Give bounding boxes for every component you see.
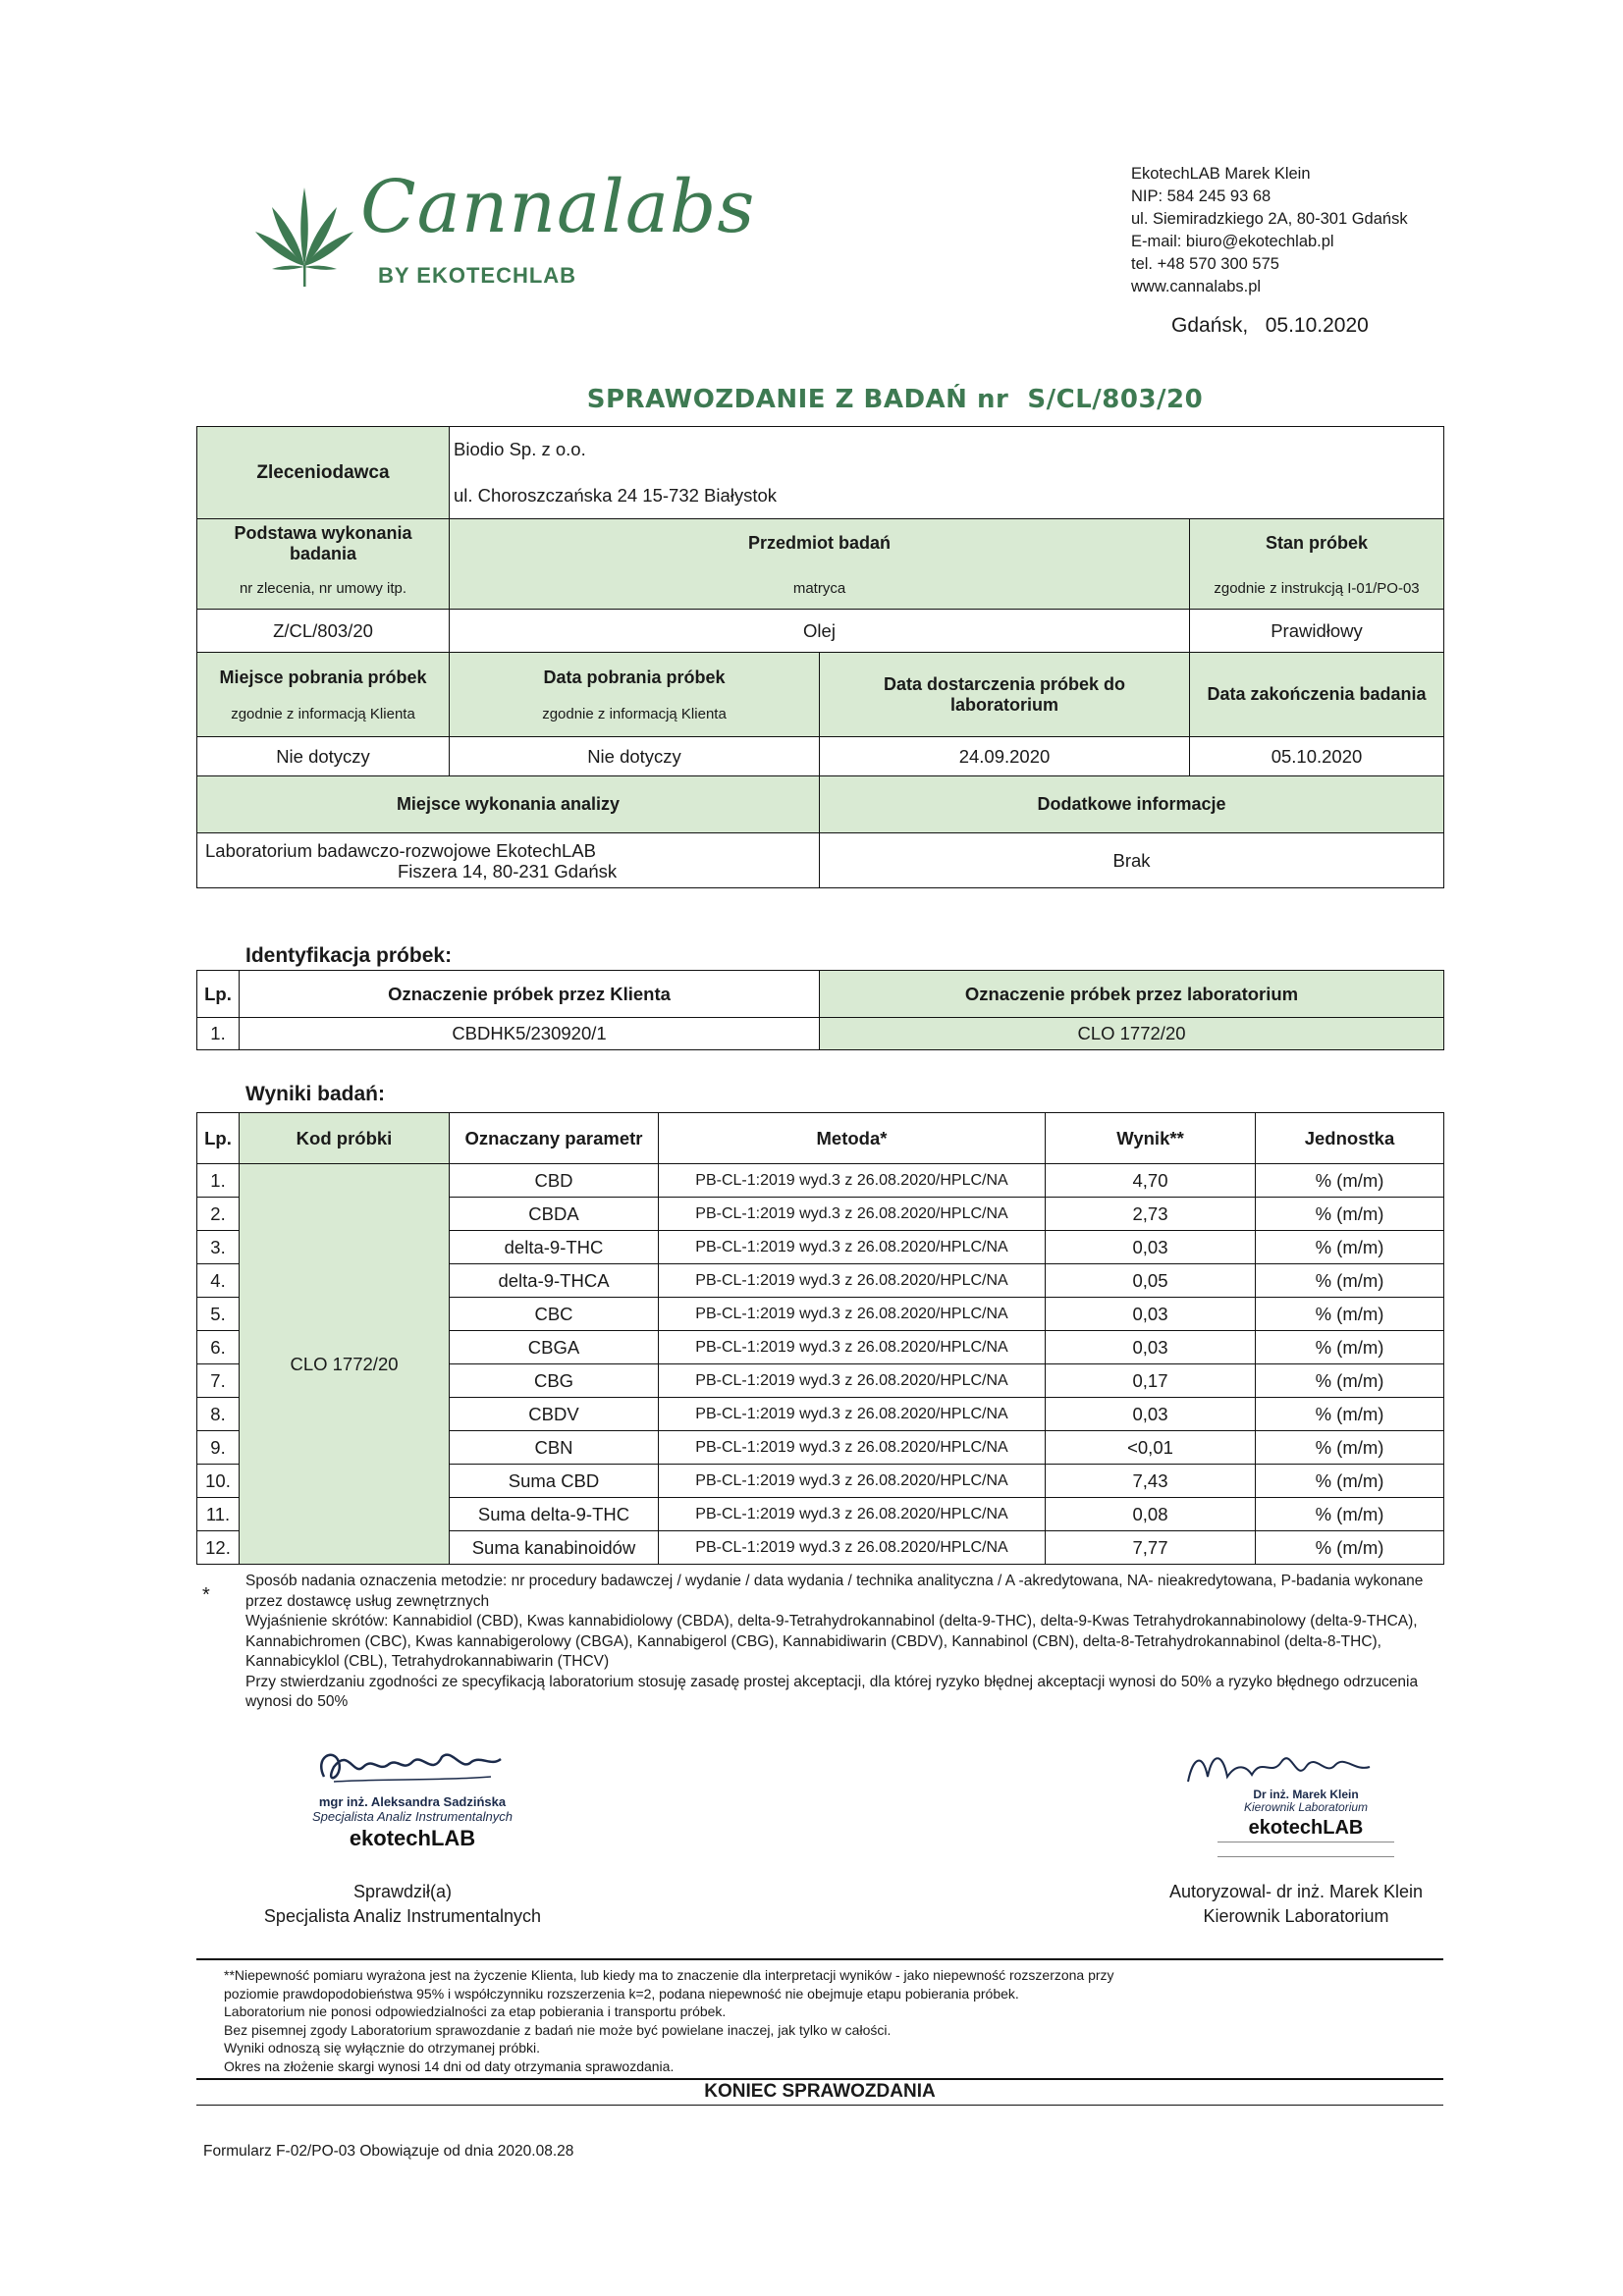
row-param: CBDV — [450, 1398, 659, 1431]
basis-value: Z/CL/803/20 — [197, 610, 450, 653]
row-lp: 5. — [197, 1298, 240, 1331]
ident-lp: 1. — [197, 1018, 240, 1050]
client-address: ul. Choroszczańska 24 15-732 Białystok — [450, 473, 1444, 519]
row-method: PB-CL-1:2019 wyd.3 z 26.08.2020/HPLC/NA — [659, 1431, 1046, 1465]
results-col-param: Oznaczany parametr — [450, 1113, 659, 1164]
row-param: CBDA — [450, 1198, 659, 1231]
row-param: Suma delta-9-THC — [450, 1498, 659, 1531]
additional-info-value: Brak — [820, 833, 1444, 888]
row-unit: % (m/m) — [1256, 1298, 1444, 1331]
client-name: Biodio Sp. z o.o. — [450, 427, 1444, 473]
sampling-place-sub: zgodnie z informacją Klienta — [231, 705, 415, 722]
place-date: Gdańsk, 05.10.2020 — [1171, 314, 1369, 337]
analysis-place-label: Miejsce wykonania analizy — [197, 776, 820, 833]
row-param: CBGA — [450, 1331, 659, 1364]
row-param: Suma CBD — [450, 1465, 659, 1498]
subject-label: Przedmiot badań — [450, 519, 1190, 568]
stamp-brand-right: ekotechLAB — [1248, 1817, 1364, 1839]
results-col-unit: Jednostka — [1256, 1113, 1444, 1164]
row-method: PB-CL-1:2019 wyd.3 z 26.08.2020/HPLC/NA — [659, 1264, 1046, 1298]
state-sub: zgodnie z instrukcją I-01/PO-03 — [1190, 568, 1444, 610]
report-title-text: SPRAWOZDANIE Z BADAŃ nr S/CL/803/20 — [586, 385, 1204, 414]
lab-name: EkotechLAB Marek Klein — [1131, 165, 1311, 183]
additional-info-label: Dodatkowe informacje — [820, 776, 1444, 833]
row-method: PB-CL-1:2019 wyd.3 z 26.08.2020/HPLC/NA — [659, 1498, 1046, 1531]
row-result: 0,08 — [1046, 1498, 1256, 1531]
row-result: 7,77 — [1046, 1531, 1256, 1565]
cannalabs-logo — [250, 165, 756, 302]
divider — [196, 2105, 1443, 2106]
ident-col-lab: Oznaczenie próbek przez laboratorium — [820, 971, 1444, 1018]
authorized-by-role: Kierownik Laboratorium — [1203, 1906, 1389, 1926]
row-unit: % (m/m) — [1256, 1465, 1444, 1498]
lab-nip: NIP: 584 245 93 68 — [1131, 187, 1271, 205]
row-method: PB-CL-1:2019 wyd.3 z 26.08.2020/HPLC/NA — [659, 1198, 1046, 1231]
disclaimer-line: Wyniki odnoszą się wyłącznie do otrzymanej próbki. — [224, 2040, 541, 2056]
disclaimer-line: Bez pisemnej zgody Laboratorium sprawozdanie z badań nie może być powielane inaczej, jak tylko w całości. — [224, 2021, 892, 2038]
stamp-details-lines — [1217, 1842, 1394, 1857]
row-result: 7,43 — [1046, 1465, 1256, 1498]
decision-rule-note: Przy stwierdzaniu zgodności ze specyfikacją laboratorium stosuję zasadę prostej akceptacji, dla której ryzyko błędnej akceptacji wynosi do 50% a ryzyko błędnego odrzucenia wynosi do 50% — [245, 1673, 1419, 1710]
row-method: PB-CL-1:2019 wyd.3 z 26.08.2020/HPLC/NA — [659, 1298, 1046, 1331]
logo-wordmark: Cannalabs — [360, 165, 756, 249]
ident-lab-code: CLO 1772/20 — [820, 1018, 1444, 1050]
row-lp: 6. — [197, 1331, 240, 1364]
row-unit: % (m/m) — [1256, 1398, 1444, 1431]
method-note: Sposób nadania oznaczenia metodzie: nr procedury badawczej / wydanie / data wydania / technika analityczna / A -akredytowana, NA- nieakredytowana, P-badania wykonane przez dostawcę usług zewnętrznych — [245, 1573, 1424, 1610]
row-result: 4,70 — [1046, 1164, 1256, 1198]
row-lp: 1. — [197, 1164, 240, 1198]
notes-marker: * — [202, 1584, 210, 1606]
row-lp: 8. — [197, 1398, 240, 1431]
end-date-value: 05.10.2020 — [1190, 737, 1444, 776]
row-param: delta-9-THC — [450, 1231, 659, 1264]
row-lp: 12. — [197, 1531, 240, 1565]
row-lp: 7. — [197, 1364, 240, 1398]
handwritten-signature-icon — [265, 1737, 560, 1796]
logo-subtitle: BY EKOTECHLAB — [378, 263, 577, 288]
row-lp: 9. — [197, 1431, 240, 1465]
subject-sub: matryca — [450, 568, 1190, 610]
row-param: delta-9-THCA — [450, 1264, 659, 1298]
subject-value: Olej — [450, 610, 1190, 653]
stamp-role-left: Specjalista Analiz Instrumentalnych — [311, 1809, 513, 1824]
end-of-report: KONIEC SPRAWOZDANIA — [704, 2081, 936, 2102]
lab-phone: tel. +48 570 300 575 — [1131, 255, 1279, 273]
abbreviations-note: Wyjaśnienie skrótów: Kannabidiol (CBD), Kwas kannabidiolowy (CBDA), delta-9-Tetrahydrokannabinol (delta-9-THC), delta-9-Kwas Tetrahydrokannabinolowy (delta-9-THCA), Kannabichromen (CBC), Kwas kannabigerolowy (CBGA), Kannabigerol (CBG), Kannabidiwarin (CBDV), Kannabinol (CBN), delta-8-Tetrahydrokannabinol (delta-8-THC), Kannabicyklol (CBL), Tetrahydrokannabiwarin (THCV) — [245, 1613, 1418, 1670]
lab-website: www.cannalabs.pl — [1131, 278, 1262, 295]
state-label: Stan próbek — [1190, 519, 1444, 568]
method-notes — [202, 1572, 1443, 1713]
end-date-label: Data zakończenia badania — [1190, 653, 1444, 737]
cannabis-leaf-icon — [250, 183, 358, 291]
results-table — [196, 1112, 1444, 1565]
disclaimer-line: Okres na złożenie skargi wynosi 14 dni od daty otrzymania sprawozdania. — [224, 2057, 675, 2074]
row-param: CBN — [450, 1431, 659, 1465]
divider — [196, 1958, 1443, 1960]
disclaimer-line: Laboratorium nie ponosi odpowiedzialności za etap pobierania i transportu próbek. — [224, 2003, 727, 2019]
row-method: PB-CL-1:2019 wyd.3 z 26.08.2020/HPLC/NA — [659, 1164, 1046, 1198]
sampling-place-header — [197, 653, 450, 737]
disclaimer — [224, 1966, 1114, 2075]
row-result: 0,03 — [1046, 1231, 1256, 1264]
row-param: Suma kanabinoidów — [450, 1531, 659, 1565]
row-result: 0,03 — [1046, 1298, 1256, 1331]
row-unit: % (m/m) — [1256, 1531, 1444, 1565]
signature-caption-left — [226, 1880, 579, 1929]
basis-sub: nr zlecenia, nr umowy itp. — [197, 568, 450, 610]
client-label: Zleceniodawca — [197, 427, 450, 519]
identification-table — [196, 970, 1444, 1050]
sampling-date-sub: zgodnie z informacją Klienta — [542, 705, 727, 722]
row-param: CBD — [450, 1164, 659, 1198]
signature-caption-right — [1109, 1880, 1483, 1929]
row-lp: 4. — [197, 1264, 240, 1298]
results-col-result: Wynik** — [1046, 1113, 1256, 1164]
row-method: PB-CL-1:2019 wyd.3 z 26.08.2020/HPLC/NA — [659, 1465, 1046, 1498]
row-unit: % (m/m) — [1256, 1198, 1444, 1231]
report-title — [0, 385, 1623, 414]
analysis-place-line1: Laboratorium badawczo-rozwojowe EkotechLAB — [205, 839, 596, 861]
sampling-place-label: Miejsce pobrania próbek — [219, 667, 427, 687]
results-title: Wyniki badań: — [245, 1083, 385, 1105]
ident-col-lp: Lp. — [197, 971, 240, 1018]
divider — [196, 2078, 1443, 2080]
ident-col-client: Oznaczenie próbek przez Klienta — [240, 971, 820, 1018]
analysis-place-line2: Fiszera 14, 80-231 Gdańsk — [398, 860, 618, 881]
sampling-place-value: Nie dotyczy — [197, 737, 450, 776]
results-col-lp: Lp. — [197, 1113, 240, 1164]
row-lp: 3. — [197, 1231, 240, 1264]
lab-email: E-mail: biuro@ekotechlab.pl — [1131, 233, 1334, 250]
stamp-name-left: mgr inż. Aleksandra Sadzińska — [318, 1794, 507, 1809]
row-param: CBC — [450, 1298, 659, 1331]
stamp-role-right: Kierownik Laboratorium — [1243, 1800, 1369, 1814]
stamp-brand-left: ekotechLAB — [349, 1826, 476, 1850]
row-lp: 2. — [197, 1198, 240, 1231]
signature-stamp-right — [1149, 1737, 1443, 1870]
row-method: PB-CL-1:2019 wyd.3 z 26.08.2020/HPLC/NA — [659, 1398, 1046, 1431]
ident-client-code: CBDHK5/230920/1 — [240, 1018, 820, 1050]
disclaimer-line: **Niepewność pomiaru wyrażona jest na życzenie Klienta, lub kiedy ma to znaczenie dla interpretacji wyników - jako niepewność rozszerzona przy — [224, 1967, 1114, 1983]
delivery-date-label: Data dostarczenia próbek do laboratorium — [820, 653, 1190, 737]
row-result: 0,05 — [1046, 1264, 1256, 1298]
lab-address: ul. Siemiradzkiego 2A, 80-301 Gdańsk — [1131, 210, 1408, 228]
table-row — [197, 1018, 1444, 1050]
identification-title: Identyfikacja próbek: — [245, 944, 453, 967]
row-unit: % (m/m) — [1256, 1264, 1444, 1298]
row-unit: % (m/m) — [1256, 1364, 1444, 1398]
signature-stamp-left — [265, 1737, 560, 1870]
row-unit: % (m/m) — [1256, 1331, 1444, 1364]
row-lp: 10. — [197, 1465, 240, 1498]
row-result: 0,03 — [1046, 1398, 1256, 1431]
checked-by-label: Sprawdził(a) — [352, 1882, 453, 1901]
form-footer: Formularz F-02/PO-03 Obowiązuje od dnia 2020.08.28 — [203, 2143, 574, 2160]
row-result: 2,73 — [1046, 1198, 1256, 1231]
row-unit: % (m/m) — [1256, 1431, 1444, 1465]
analysis-place-value — [197, 833, 820, 888]
disclaimer-line: poziomie prawdopodobieństwa 95% i współczynniku rozszerzenia k=2, podana niepewność nie obejmuje etapu pobierania próbek. — [224, 1985, 1019, 2002]
row-unit: % (m/m) — [1256, 1231, 1444, 1264]
state-value: Prawidłowy — [1190, 610, 1444, 653]
results-col-method: Metoda* — [659, 1113, 1046, 1164]
delivery-date-value: 24.09.2020 — [820, 737, 1190, 776]
checked-by-role: Specjalista Analiz Instrumentalnych — [263, 1906, 542, 1926]
basis-label: Podstawa wykonania badania — [197, 519, 450, 568]
table-row — [197, 1164, 1444, 1198]
row-result: 0,03 — [1046, 1331, 1256, 1364]
row-result: <0,01 — [1046, 1431, 1256, 1465]
row-unit: % (m/m) — [1256, 1498, 1444, 1531]
row-result: 0,17 — [1046, 1364, 1256, 1398]
sampling-date-label: Data pobrania próbek — [543, 667, 726, 687]
report-info-table — [196, 426, 1444, 888]
stamp-name-right: Dr inż. Marek Klein — [1253, 1788, 1359, 1801]
row-unit: % (m/m) — [1256, 1164, 1444, 1198]
sampling-date-header — [450, 653, 820, 737]
row-param: CBG — [450, 1364, 659, 1398]
row-method: PB-CL-1:2019 wyd.3 z 26.08.2020/HPLC/NA — [659, 1531, 1046, 1565]
results-sample-code: CLO 1772/20 — [240, 1164, 450, 1565]
row-method: PB-CL-1:2019 wyd.3 z 26.08.2020/HPLC/NA — [659, 1331, 1046, 1364]
row-method: PB-CL-1:2019 wyd.3 z 26.08.2020/HPLC/NA — [659, 1231, 1046, 1264]
results-col-code: Kod próbki — [240, 1113, 450, 1164]
row-lp: 11. — [197, 1498, 240, 1531]
row-method: PB-CL-1:2019 wyd.3 z 26.08.2020/HPLC/NA — [659, 1364, 1046, 1398]
lab-contact-block — [1131, 163, 1408, 298]
authorized-by-label: Autoryzowal- dr inż. Marek Klein — [1168, 1882, 1424, 1901]
sampling-date-value: Nie dotyczy — [450, 737, 820, 776]
